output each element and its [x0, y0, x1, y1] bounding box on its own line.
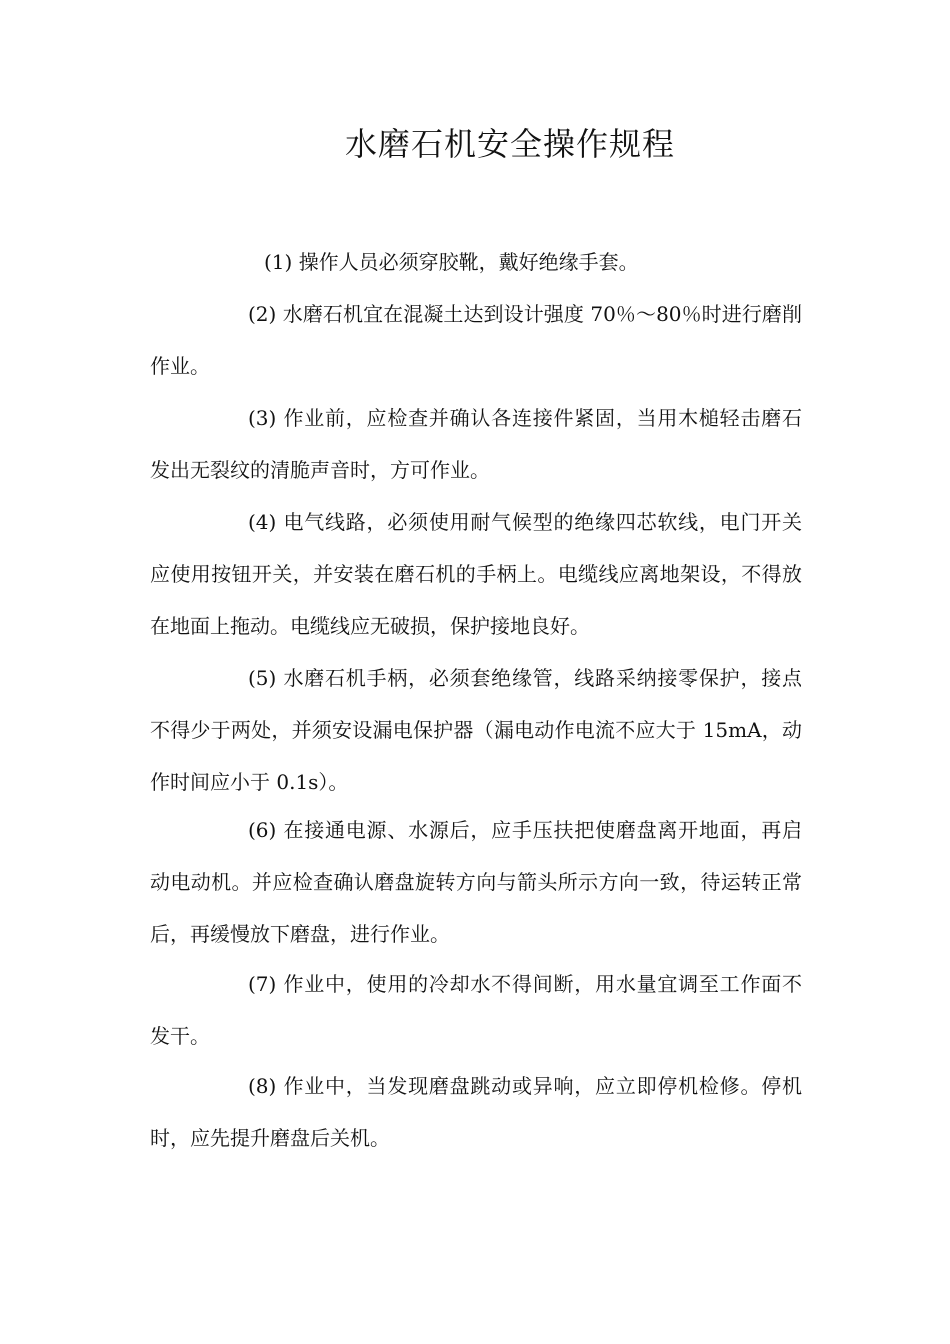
paragraph-4: (4) 电气线路，必须使用耐气候型的绝缘四芯软线，电门开关应使用按钮开关，并安装在磨石机的手柄上。电缆线应离地架设，不得放在地面上拖动。电缆线应无破损，保护接地良好。 — [150, 510, 802, 638]
paragraph-5: (5) 水磨石机手柄，必须套绝缘管，线路采纳接零保护，接点不得少于两处，并须安设漏电保护器（漏电动作电流不应大于 15mA，动作时间应小于 0.1s）。 — [150, 666, 802, 794]
paragraph-7: (7) 作业中，使用的冷却水不得间断，用水量宜调至工作面不发干。 — [150, 972, 802, 1048]
paragraph-6: (6) 在接通电源、水源后，应手压扶把使磨盘离开地面，再启动电动机。并应检查确认磨盘旋转方向与箭头所示方向一致，待运转正常后，再缓慢放下磨盘，进行作业。 — [150, 818, 802, 946]
paragraph-2: (2) 水磨石机宜在混凝土达到设计强度 70％～80％时进行磨削作业。 — [150, 302, 802, 378]
paragraph-3: (3) 作业前，应检查并确认各连接件紧固，当用木槌轻击磨石发出无裂纹的清脆声音时，方可作业。 — [150, 406, 802, 482]
document-title: 水磨石机安全操作规程 — [344, 125, 675, 163]
paragraph-1: (1) 操作人员必须穿胶靴，戴好绝缘手套。 — [264, 250, 639, 274]
paragraph-8: (8) 作业中，当发现磨盘跳动或异响，应立即停机检修。停机时，应先提升磨盘后关机。 — [150, 1074, 802, 1150]
